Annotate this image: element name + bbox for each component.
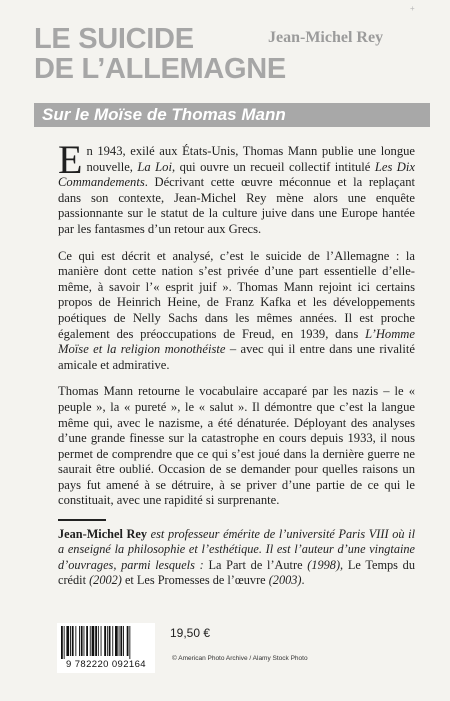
- blurb-text: n 1943, exilé aux États-Unis, Thomas Mann publie une longue nouvelle,: [86, 144, 415, 174]
- blurb: [58, 137, 415, 520]
- book-year-3: (2003): [265, 573, 302, 588]
- book-year-2: (2002): [86, 573, 125, 588]
- work-title: L’Homme Moïse et la religion monothéiste: [58, 326, 415, 357]
- work-title: La Loi: [137, 159, 172, 174]
- divider-rule: [58, 519, 106, 521]
- author-bio: [58, 527, 415, 589]
- book-title-3: Les Promesses de l’œuvre: [136, 573, 266, 588]
- bio-end: .: [301, 573, 305, 588]
- isbn-number: 9 782220 092164: [66, 659, 146, 670]
- blurb-text: – avec qui il entre dans une rivalité amicale et admirative.: [58, 342, 415, 372]
- barcode-bars-icon: [61, 626, 151, 659]
- book-year-1: (1998),: [302, 557, 348, 572]
- book-title: [34, 24, 286, 84]
- subtitle: Sur le Moïse de Thomas Mann: [42, 105, 286, 124]
- title-line-1: LE SUICIDE: [34, 23, 194, 55]
- blurb-text: Ce qui est décrit et analysé, c’est le suicide de l’Allemagne : la manière dont cette nation s’est privée d’une part essentielle d’elle-même, à savoir l’« esprit juif ». Thomas Mann rejoint ici certains propos de Heinrich Heine, de Franz Kafka et les développements poétiques de Nelly Sachs dans les mêmes années. Il est proche également des préoccupations de Freud, en 1939, dans: [58, 248, 415, 341]
- blurb-text: . Décrivant cette œuvre méconnue et la replaçant dans son contexte, Jean-Michel Rey mène alors une enquête passionnante sur le statut de la culture juive dans une Europe hantée par les fantasmes d’un retour aux Grecs.: [58, 175, 415, 236]
- blurb-paragraph-1: [58, 137, 415, 238]
- corner-registration-mark: +: [410, 4, 415, 13]
- title-line-2: DE L’ALLEMAGNE: [34, 53, 286, 85]
- drop-cap: E: [58, 137, 83, 182]
- photo-credit: © American Photo Archive / Alamy Stock Photo: [172, 655, 308, 662]
- bio-conjunction: et: [124, 573, 137, 588]
- book-title-1: La Part de l’Autre: [208, 557, 303, 572]
- barcode: [57, 623, 155, 673]
- blurb-text: , qui ouvre un recueil collectif intitulé: [171, 159, 375, 174]
- blurb-paragraph-2: [58, 249, 415, 374]
- bio-text: est professeur émérite de l’université Paris VIII où il a enseigné la philosophie et l’esthétique. Il est l’auteur d’une vingtaine d’ouvrages, parmi lesquels :: [58, 527, 415, 572]
- author-name: Jean-Michel Rey: [268, 29, 384, 46]
- subtitle-band: [34, 103, 430, 127]
- price: 19,50 €: [170, 626, 211, 640]
- blurb-paragraph-3: Thomas Mann retourne le vocabulaire accaparé par les nazis – le « peuple », la « pureté », le « salut ». Il démontre que c’est la langue même qui, avec le nazisme, a été dénaturée. Déployant des analyses d’une grande finesse sur la catastrophe en cours depuis 1933, il nous permet de comprendre que ce qui s’est joué dans la dernière guerre ne saurait être oublié. Occasion de se demander pour quelles raisons un pays fut amené à se détruire, à se priver d’une partie de ce qui le constituait, avec une rapidité si surprenante.: [58, 384, 415, 508]
- book-title-2: Le Temps du crédit: [58, 557, 415, 588]
- bio-author-name: Jean-Michel Rey: [58, 527, 148, 541]
- work-title: Les Dix Commandements: [58, 159, 415, 190]
